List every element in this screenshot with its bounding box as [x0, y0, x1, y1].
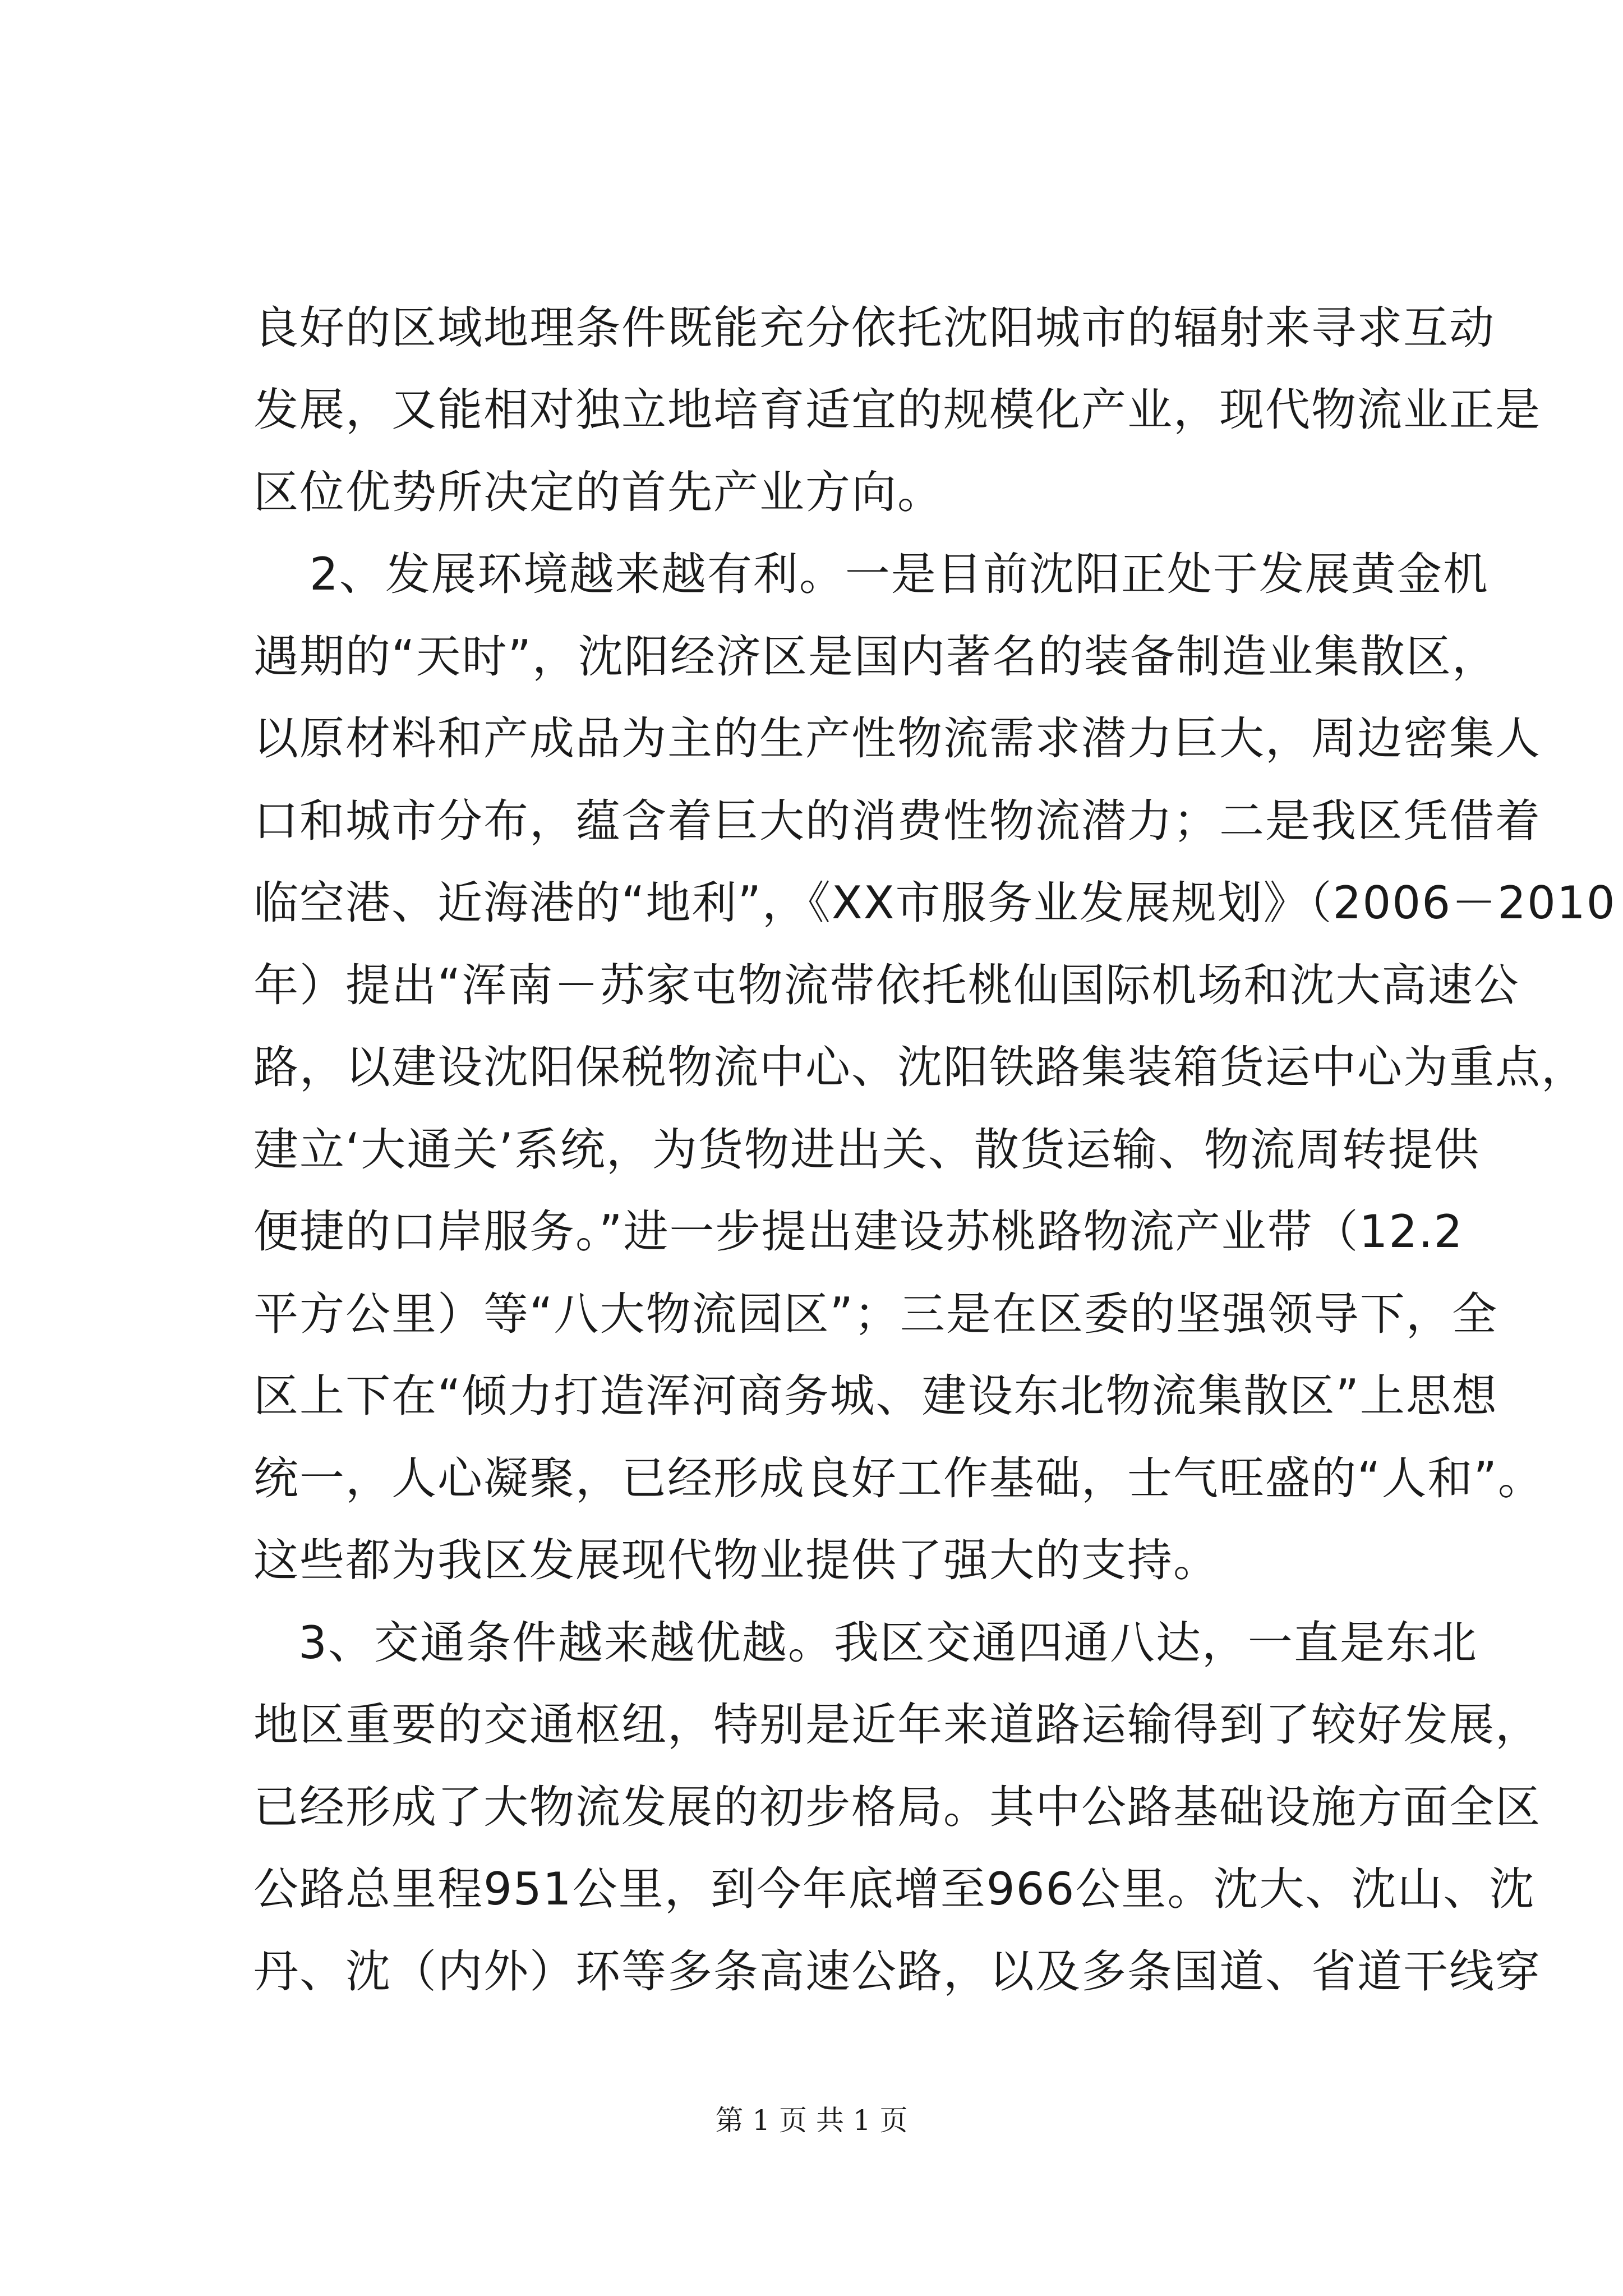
page-footer: 第 1 页 共 1 页 — [715, 2104, 908, 2137]
text-line: 发展，又能相对独立地培育适宜的规模化产业，现代物流业正是 — [253, 384, 1541, 436]
text-line: 已经形成了大物流发展的初步格局。其中公路基础设施方面全区 — [253, 1781, 1541, 1833]
text-line: 丹、沈（内外）环等多条高速公路，以及多条国道、省道干线穿 — [253, 1945, 1541, 1998]
text-line: 建立‘大通关’系统，为货物进出关、散货运输、物流周转提供 — [253, 1124, 1480, 1176]
text-line: 区上下在“倾力打造浑河商务城、建设东北物流集散区”上思想 — [253, 1370, 1498, 1422]
text-line: 公路总里程951公里，到今年底增至966公里。沈大、沈山、沈 — [253, 1863, 1536, 1915]
text-line: 地区重要的交通枢纽，特别是近年来道路运输得到了较好发展， — [253, 1699, 1541, 1751]
text-line: 统一，人心凝聚，已经形成良好工作基础，士气旺盛的“人和”。 — [253, 1452, 1544, 1504]
text-line: 这些都为我区发展现代物业提供了强大的支持。 — [253, 1534, 1219, 1586]
text-line: 遇期的“天时”，沈阳经济区是国内著名的装备制造业集散区， — [253, 631, 1498, 683]
text-line: 年）提出“浑南－苏家屯物流带依托桃仙国际机场和沈大高速公 — [253, 959, 1520, 1011]
text-line: 口和城市分布，蕴含着巨大的消费性物流潜力；二是我区凭借着 — [253, 795, 1541, 847]
text-line: 区位优势所决定的首先产业方向。 — [253, 466, 943, 518]
text-line: 平方公里）等“八大物流园区”；三是在区委的坚强领导下，全 — [253, 1288, 1498, 1340]
text-line: 以原材料和产成品为主的生产性物流需求潜力巨大，周边密集人 — [253, 712, 1541, 765]
text-line: 路，以建设沈阳保税物流中心、沈阳铁路集装箱货运中心为重点， — [253, 1041, 1587, 1093]
paragraph-start-line: 2、发展环境越来越有利。一是目前沈阳正处于发展黄金机 — [310, 548, 1489, 600]
text-line: 良好的区域地理条件既能充分依托沈阳城市的辐射来寻求互动 — [253, 302, 1495, 354]
text-line: 临空港、近海港的“地利”，《XX市服务业发展规划》（2006－2010 — [253, 877, 1616, 929]
text-line: 便捷的口岸服务。”进一步提出建设苏桃路物流产业带（12.2 — [253, 1205, 1464, 1258]
paragraph-start-line: 3、交通条件越来越优越。我区交通四通八达，一直是东北 — [298, 1617, 1478, 1669]
